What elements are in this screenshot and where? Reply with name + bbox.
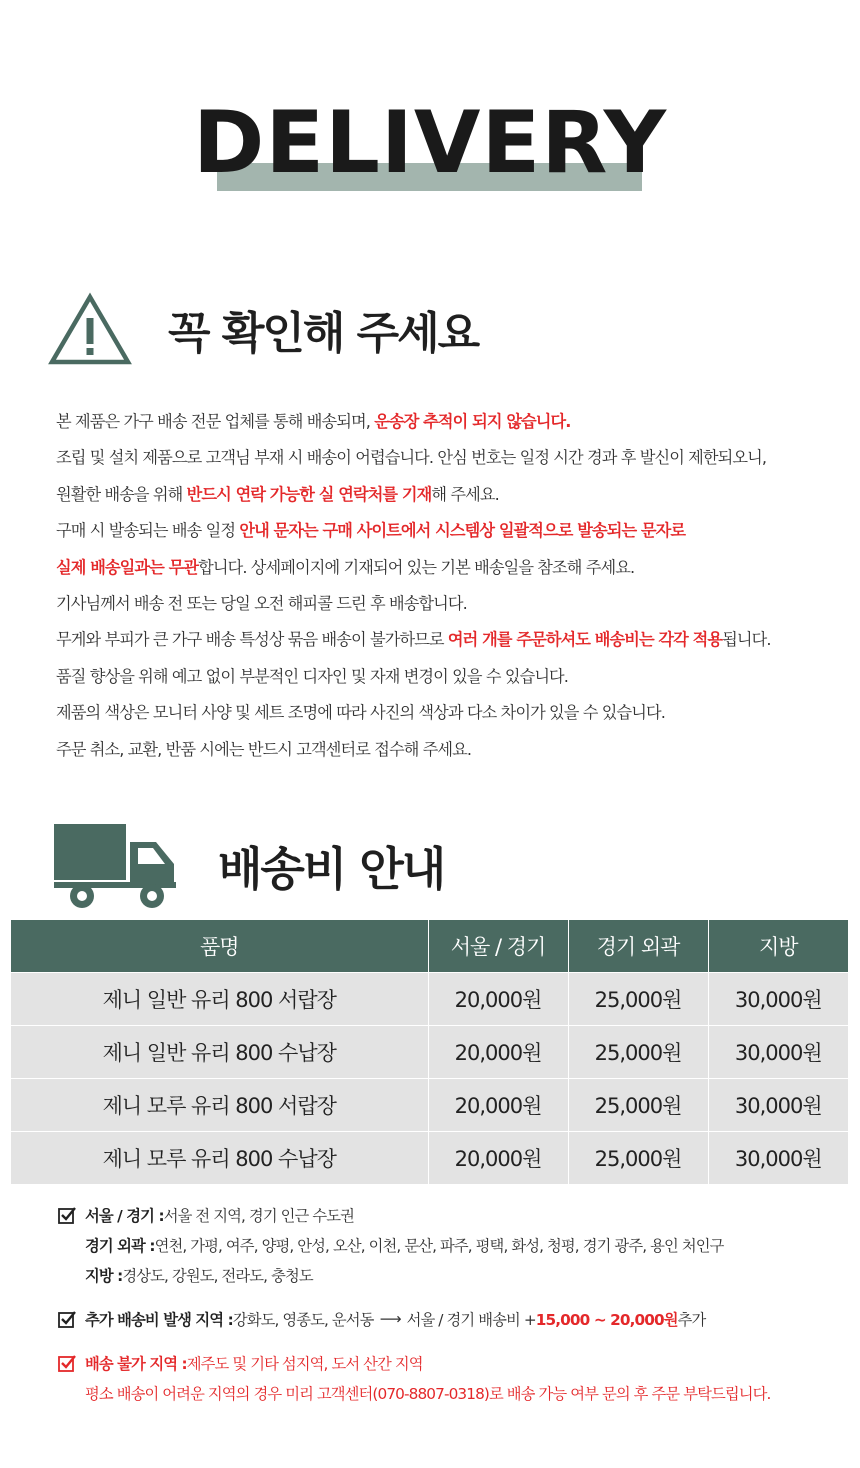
- extra-fee-areas: 강화도, 영종도, 운서동: [232, 1311, 374, 1329]
- local-region-label: 지방 :: [85, 1267, 123, 1285]
- table-row: [11, 1026, 848, 1079]
- notice-item: [56, 440, 836, 476]
- notice-text: 제품의 색상은 모니터 사양 및 세트 조명에 따라 사진의 색상과 다소 차이가 있을 수 있습니다.: [56, 703, 665, 723]
- notice-text: 됩니다.: [722, 630, 771, 650]
- notice-text: 품질 향상을 위해 예고 없이 부분적인 디자인 및 자재 변경이 있을 수 있습니다.: [56, 666, 569, 686]
- notice-item: [56, 477, 836, 513]
- checkbox-checked-icon: [58, 1354, 76, 1372]
- notice-item: [56, 659, 836, 695]
- seoul-region-row: [58, 1200, 838, 1230]
- product-name-cell: 제니 일반 유리 800 서랍장: [11, 973, 428, 1026]
- region-info: [58, 1200, 838, 1290]
- table-header-row: [11, 920, 848, 973]
- table-row: [11, 1132, 848, 1185]
- fee-cell: 30,000원: [708, 1079, 848, 1132]
- table-header-cell: 품명: [11, 920, 428, 973]
- seoul-region-text: 서울 전 지역, 경기 인근 수도권: [163, 1207, 354, 1225]
- notice-text: 주문 취소, 교환, 반품 시에는 반드시 고객센터로 접수해 주세요.: [56, 739, 472, 759]
- notice-highlight: 안내 문자는 구매 사이트에서 시스템상 일괄적으로 발송되는 문자로: [239, 521, 686, 541]
- no-delivery-note: 평소 배송이 어려운 지역의 경우 미리 고객센터(070-8807-0318)로 배송 가능 여부 문의 후 주문 부탁드립니다.: [85, 1385, 771, 1403]
- table-header-cell: 경기 외곽: [568, 920, 708, 973]
- local-region-row: [58, 1260, 838, 1290]
- warning-triangle-icon: [48, 292, 132, 366]
- seoul-region-label: 서울 / 경기 :: [85, 1207, 164, 1225]
- notice-item: [56, 732, 836, 768]
- fee-title: 배송비 안내: [218, 842, 445, 896]
- notice-title: 꼭 확인해 주세요: [168, 308, 479, 359]
- extra-fee-info: [58, 1304, 838, 1334]
- notice-highlight: 실제 배송일과는 무관: [56, 557, 199, 577]
- local-region-text: 경상도, 강원도, 전라도, 충청도: [122, 1267, 313, 1285]
- extra-fee-tail: 추가: [677, 1311, 706, 1329]
- fee-cell: 25,000원: [568, 1132, 708, 1185]
- no-delivery-note-row: [58, 1378, 838, 1408]
- table-row: [11, 973, 848, 1026]
- extra-fee-label: 추가 배송비 발생 지역 :: [85, 1311, 233, 1329]
- notice-highlight: 운송장 추적이 되지 않습니다.: [374, 412, 571, 431]
- outer-region-row: [58, 1230, 838, 1260]
- checkbox-checked-icon: [58, 1310, 76, 1328]
- fee-cell: 30,000원: [708, 1026, 848, 1079]
- notice-item: [56, 695, 836, 731]
- notice-item: [56, 404, 836, 440]
- notice-text: 해 주세요.: [431, 484, 499, 504]
- notice-text: 기사님께서 배송 전 또는 당일 오전 해피콜 드린 후 배송합니다.: [56, 594, 467, 614]
- notice-text: 합니다. 상세페이지에 기재되어 있는 기본 배송일을 참조해 주세요.: [198, 557, 635, 577]
- delivery-truck-icon: [52, 820, 180, 912]
- notice-highlight: 반드시 연락 가능한 실 연락처를 기재: [186, 484, 432, 504]
- fee-cell: 20,000원: [428, 1026, 568, 1079]
- notice-item: [56, 550, 836, 586]
- outer-region-label: 경기 외곽 :: [85, 1237, 155, 1255]
- fee-cell: 20,000원: [428, 1079, 568, 1132]
- fee-cell: 20,000원: [428, 973, 568, 1026]
- notice-text: 무게와 부피가 큰 가구 배송 특성상 묶음 배송이 불가하므로: [56, 630, 448, 650]
- long-arrow-icon: ⟶: [379, 1310, 401, 1328]
- fee-cell: 25,000원: [568, 1026, 708, 1079]
- notice-item: [56, 586, 836, 622]
- page-title: DELIVERY: [192, 93, 668, 193]
- no-delivery-row: [58, 1348, 838, 1378]
- product-name-cell: 제니 모루 유리 800 수납장: [11, 1132, 428, 1185]
- table-row: [11, 1079, 848, 1132]
- fee-section-header: [52, 820, 444, 912]
- fee-cell: 25,000원: [568, 973, 708, 1026]
- table-header-cell: 지방: [708, 920, 848, 973]
- no-delivery-text: 제주도 및 기타 섬지역, 도서 산간 지역: [186, 1355, 423, 1373]
- fee-cell: 20,000원: [428, 1132, 568, 1185]
- fee-cell: 30,000원: [708, 1132, 848, 1185]
- notice-text: 조립 및 설치 제품으로 고객님 부재 시 배송이 어렵습니다. 안심 번호는 일정 시간 경과 후 발신이 제한되오니,: [56, 448, 767, 468]
- notice-text: 구매 시 발송되는 배송 일정: [56, 521, 240, 541]
- extra-fee-row: [58, 1304, 838, 1334]
- table-header-cell: 서울 / 경기: [428, 920, 568, 973]
- notice-text: 본 제품은 가구 배송 전문 업체를 통해 배송되며,: [56, 412, 375, 431]
- shipping-fee-table: [11, 920, 848, 1185]
- product-name-cell: 제니 모루 유리 800 서랍장: [11, 1079, 428, 1132]
- notice-section-header: [48, 292, 478, 366]
- outer-region-text: 연천, 가평, 여주, 양평, 안성, 오산, 이천, 문산, 파주, 평택, 화성, 청평, 경기 광주, 용인 처인구: [154, 1237, 724, 1255]
- extra-fee-amount: 15,000 ~ 20,000원: [535, 1311, 678, 1329]
- notice-text: 원활한 배송을 위해: [56, 484, 187, 504]
- fee-cell: 25,000원: [568, 1079, 708, 1132]
- no-delivery-label: 배송 불가 지역 :: [85, 1355, 187, 1373]
- page-header: [0, 88, 860, 198]
- checkbox-checked-icon: [58, 1206, 76, 1224]
- notice-item: [56, 622, 836, 658]
- notice-item: [56, 513, 836, 549]
- product-name-cell: 제니 일반 유리 800 수납장: [11, 1026, 428, 1079]
- notice-highlight: 여러 개를 주문하셔도 배송비는 각각 적용: [447, 630, 723, 650]
- extra-fee-base: 서울 / 경기 배송비 +: [406, 1311, 536, 1329]
- notice-list: [56, 404, 836, 768]
- fee-cell: 30,000원: [708, 973, 848, 1026]
- no-delivery-info: [58, 1348, 838, 1408]
